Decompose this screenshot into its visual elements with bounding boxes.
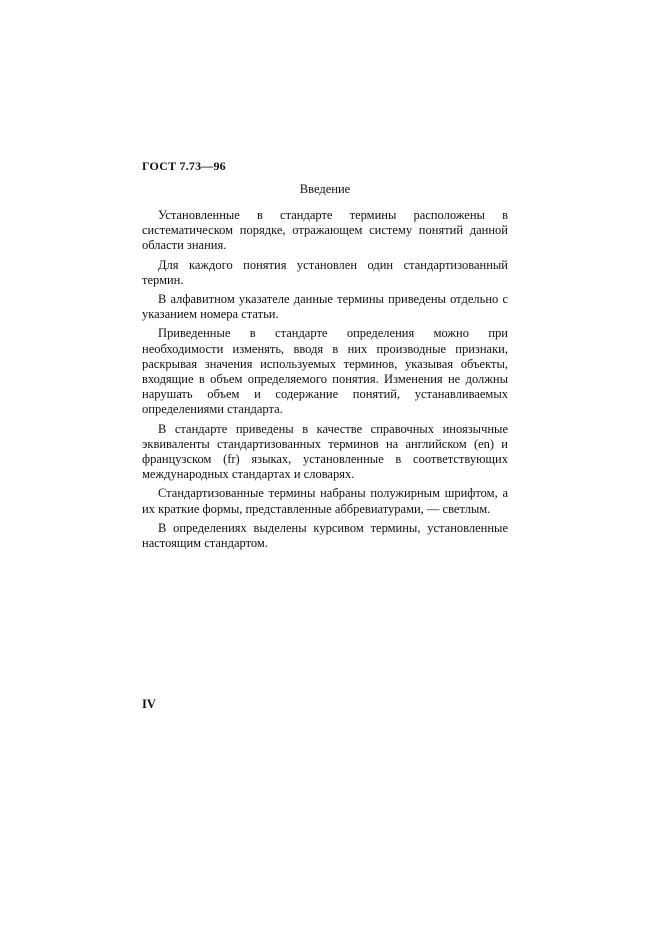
paragraph-3: В алфавитном указателе данные термины приведены отдельно с указанием номера статьи. — [142, 292, 508, 322]
paragraph-7: В определениях выделены курсивом термины, установленные настоящим стандартом. — [142, 520, 508, 551]
paragraph-4: Приведенные в стандарте определения можно при необходимости изменять, вводя в них производные признаки, раскрывая значения используемых терминов, указывая объекты, входящие в объем определяемого понятия. Изменения не должны нарушать объем и содержание понятий, устанавливаемых определениями стандарта. — [142, 326, 508, 417]
paragraph-1: Установленные в стандарте термины расположены в систематическом порядке, отражающем систему понятий данной области знания. — [142, 208, 508, 253]
paragraph-2: Для каждого понятия установлен один стандартизованный термин. — [142, 257, 508, 287]
standard-code-header: ГОСТ 7.73—96 — [142, 159, 226, 173]
section-title: Введение — [299, 182, 351, 196]
paragraph-5: В стандарте приведены в качестве справочных иноязычные эквиваленты стандартизованных терминов на английском (en) и французском (fr) языках, установленные в соответствующих международных стандартах и словарях. — [142, 421, 508, 482]
paragraph-6: Стандартизованные термины набраны полужирным шрифтом, а их краткие формы, представленные аббревиатурами, — светлым. — [142, 486, 508, 516]
introduction-body — [142, 208, 508, 555]
page-number: IV — [142, 697, 156, 711]
